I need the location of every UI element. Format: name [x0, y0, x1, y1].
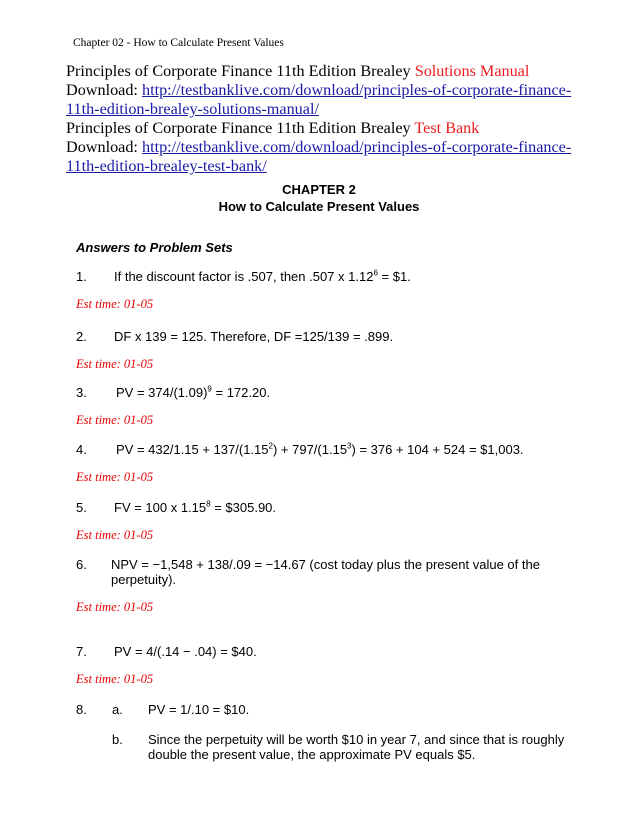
problem-answer: FV = 100 x $1.15^8$ = $305.90. [114, 499, 277, 515]
chapter-title: How to Calculate Present Values [218, 199, 420, 214]
problem-answer: PV = 1/.10 = $10. [148, 702, 250, 717]
chapter-label: CHAPTER 2 [282, 182, 356, 197]
promo-line-2 [66, 81, 571, 100]
est-time: Est time: 01-05 [76, 413, 154, 427]
promo-title-text: Principles of Corporate Finance 11th Edition Brealey [66, 62, 415, 80]
problem-answer-cont: perpetuity). [111, 572, 177, 587]
testbank-download-link[interactable]: http://testbanklive.com/download/principles-of-corporate-finance- [141, 138, 572, 156]
promo-line-5 [66, 138, 571, 157]
problem-answer: PV = $432/1.15 + 137/(1.15^2) + 797/(1.15^3) = 376 + 104 + 524$ = $1,003. [116, 441, 524, 457]
promo-test-bank: Test Bank [414, 119, 480, 137]
problem-number: 2. [76, 329, 87, 344]
promo-line-6 [66, 157, 267, 176]
solutions-download-link[interactable]: http://testbanklive.com/download/principles-of-corporate-finance- [141, 81, 572, 99]
solutions-download-link-cont[interactable]: 11th-edition-brealey-solutions-manual/ [66, 100, 319, 118]
problem-number: 4. [76, 442, 87, 457]
problem-number: 8. [76, 702, 87, 717]
problem-answer: PV = 4/(.14 − .04) = $40. [114, 644, 257, 659]
problem-number: 5. [76, 500, 87, 515]
sub-part-label: b. [112, 732, 123, 747]
promo-line-3 [66, 100, 319, 119]
problem-number: 7. [76, 644, 87, 659]
problem-answer: Since the perpetuity will be worth $10 in year 7, and since that is roughly [148, 732, 565, 747]
problem-number: 1. [76, 269, 87, 284]
est-time: Est time: 01-05 [76, 297, 154, 311]
running-header: Chapter 02 - How to Calculate Present Values [73, 37, 284, 49]
problem-number: 6. [76, 557, 87, 572]
download-label: Download: [66, 81, 142, 99]
sub-part-label: a. [112, 702, 123, 717]
testbank-download-link-cont[interactable]: 11th-edition-brealey-test-bank/ [66, 157, 267, 175]
promo-line-1 [66, 62, 529, 81]
problem-answer: DF x 139 = 125. Therefore, DF =125/139 = .899. [114, 329, 394, 344]
download-label: Download: [66, 138, 142, 156]
est-time: Est time: 01-05 [76, 470, 154, 484]
promo-line-4 [66, 119, 479, 138]
est-time: Est time: 01-05 [76, 600, 154, 614]
est-time: Est time: 01-05 [76, 672, 154, 686]
promo-solutions-manual: Solutions Manual [414, 62, 530, 80]
problem-answer: PV = $374/(1.09)^9 = 172.20$. [116, 384, 271, 400]
section-title: Answers to Problem Sets [76, 240, 233, 255]
est-time: Est time: 01-05 [76, 357, 154, 371]
problem-answer-cont: double the present value, the approximate PV equals $5. [148, 747, 476, 762]
problem-answer: If the discount factor is .507, then .507 x $1.12^6$ = $1. [114, 268, 411, 284]
promo-title-text: Principles of Corporate Finance 11th Edition Brealey [66, 119, 415, 137]
problem-answer: NPV = −1,548 + 138/.09 = −14.67 (cost today plus the present value of the [111, 557, 540, 572]
est-time: Est time: 01-05 [76, 528, 154, 542]
problem-number: 3. [76, 385, 87, 400]
